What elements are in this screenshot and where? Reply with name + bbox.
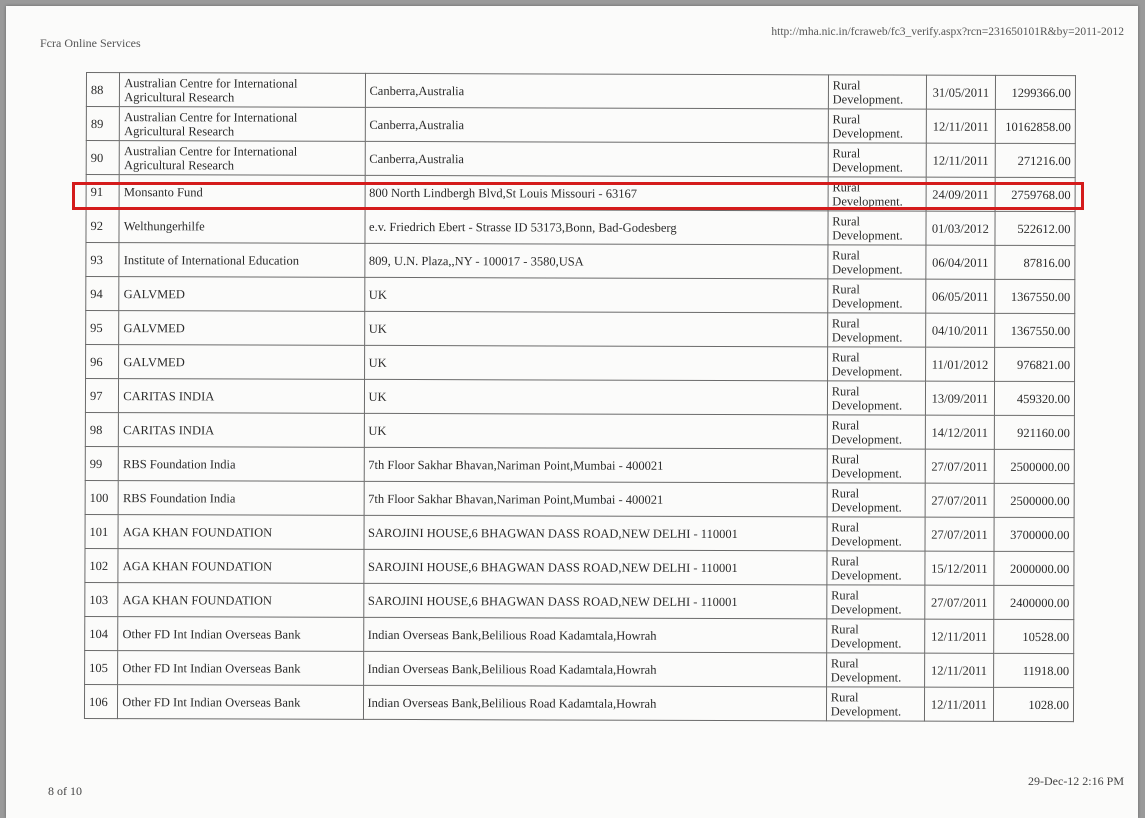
row-serial: 91 (86, 175, 119, 209)
grant-date: 01/03/2012 (926, 211, 996, 245)
page-number: 8 of 10 (48, 784, 82, 798)
grant-purpose: Rural Development. (827, 449, 925, 483)
donor-address: 809, U.N. Plaza,,NY - 100017 - 3580,USA (364, 243, 827, 278)
donor-name: GALVMED (119, 345, 364, 380)
donor-name: GALVMED (119, 311, 364, 346)
donor-address: 7th Floor Sakhar Bhavan,Nariman Point,Mumbai - 400021 (364, 481, 827, 516)
grant-purpose: Rural Development. (828, 245, 926, 279)
grant-date: 06/05/2011 (925, 279, 995, 313)
donor-name: CARITAS INDIA (119, 379, 364, 414)
row-serial: 104 (85, 616, 118, 650)
grant-amount: 1367550.00 (995, 279, 1075, 313)
grant-date: 11/01/2012 (925, 347, 995, 381)
table-row (85, 480, 1074, 517)
grant-date: 27/07/2011 (925, 449, 995, 483)
grant-purpose: Rural Development. (827, 381, 925, 415)
grant-date: 12/11/2011 (924, 687, 994, 721)
grant-date: 14/12/2011 (925, 415, 995, 449)
grant-date: 06/04/2011 (925, 245, 995, 279)
donor-name: Australian Centre for International Agricultural Research (120, 107, 365, 142)
donor-name: AGA KHAN FOUNDATION (118, 549, 363, 584)
grant-amount: 2400000.00 (994, 585, 1074, 619)
grant-purpose: Rural Development. (827, 347, 925, 381)
row-serial: 98 (85, 412, 118, 446)
table-row (85, 412, 1074, 449)
donor-name: GALVMED (119, 277, 364, 312)
page-header-url: http://mha.nic.in/fcraweb/fc3_verify.aspx?rcn=231650101R&by=2011-2012 (771, 26, 1124, 38)
grant-amount: 2759768.00 (995, 177, 1075, 211)
grant-date: 27/07/2011 (925, 483, 995, 517)
grant-date: 12/11/2011 (926, 143, 996, 177)
donor-address: SAROJINI HOUSE,6 BHAGWAN DASS ROAD,NEW DELHI - 110001 (364, 515, 827, 550)
donor-address: Canberra,Australia (365, 73, 828, 108)
donor-name: RBS Foundation India (118, 481, 363, 516)
table-row (86, 345, 1075, 382)
row-serial: 102 (85, 548, 118, 582)
grant-purpose: Rural Development. (828, 211, 926, 245)
table-row (86, 141, 1075, 178)
grant-purpose: Rural Development. (826, 687, 924, 721)
row-serial: 105 (85, 650, 118, 684)
donor-address: SAROJINI HOUSE,6 BHAGWAN DASS ROAD,NEW DELHI - 110001 (363, 549, 826, 584)
grant-date: 15/12/2011 (925, 551, 995, 585)
table-row (86, 311, 1075, 348)
table-row (86, 243, 1075, 280)
table-row (85, 548, 1074, 585)
donor-address: SAROJINI HOUSE,6 BHAGWAN DASS ROAD,NEW DELHI - 110001 (363, 583, 826, 618)
grant-amount: 3700000.00 (994, 517, 1074, 551)
grant-amount: 1367550.00 (995, 313, 1075, 347)
table-row (86, 175, 1075, 212)
table-row (85, 582, 1074, 619)
row-serial: 92 (86, 209, 119, 243)
grant-date: 27/07/2011 (924, 585, 994, 619)
table-row (86, 209, 1075, 246)
grant-amount: 522612.00 (995, 211, 1075, 245)
table-row (86, 107, 1075, 144)
donor-name: Other FD Int Indian Overseas Bank (118, 651, 363, 686)
grant-purpose: Rural Development. (827, 517, 925, 551)
grant-amount: 921160.00 (995, 415, 1075, 449)
grant-purpose: Rural Development. (828, 109, 926, 143)
row-serial: 88 (86, 73, 119, 107)
grant-date: 24/09/2011 (926, 177, 996, 211)
grant-purpose: Rural Development. (827, 585, 925, 619)
document-page (6, 6, 1138, 818)
donor-name: Institute of International Education (119, 243, 364, 278)
grant-purpose: Rural Development. (827, 313, 925, 347)
print-timestamp: 29-Dec-12 2:16 PM (1028, 774, 1124, 788)
grant-purpose: Rural Development. (828, 75, 926, 109)
grant-amount: 976821.00 (995, 347, 1075, 381)
grant-purpose: Rural Development. (827, 551, 925, 585)
donor-address: Indian Overseas Bank,Belilious Road Kadamtala,Howrah (363, 651, 826, 686)
table-row (86, 277, 1075, 314)
table-row (86, 73, 1075, 110)
table-row (85, 446, 1074, 483)
row-serial: 89 (86, 107, 119, 141)
grant-date: 12/11/2011 (926, 109, 996, 143)
donor-address: 800 North Lindbergh Blvd,St Louis Missouri - 63167 (365, 175, 828, 210)
grants-table-body (84, 73, 1075, 722)
row-serial: 106 (84, 684, 117, 718)
grant-amount: 2000000.00 (994, 551, 1074, 585)
donor-address: UK (364, 345, 827, 380)
grant-amount: 11918.00 (994, 653, 1074, 687)
row-serial: 93 (86, 243, 119, 277)
grant-purpose: Rural Development. (827, 279, 925, 313)
grant-purpose: Rural Development. (827, 415, 925, 449)
donor-name: CARITAS INDIA (119, 413, 364, 448)
table-row (84, 684, 1073, 721)
grant-amount: 1028.00 (994, 687, 1074, 721)
grant-amount: 1299366.00 (996, 75, 1076, 109)
donor-name: Monsanto Fund (119, 175, 364, 210)
row-serial: 101 (85, 514, 118, 548)
table-row (85, 514, 1074, 551)
donor-address: Indian Overseas Bank,Belilious Road Kadamtala,Howrah (363, 685, 826, 720)
grant-purpose: Rural Development. (828, 177, 926, 211)
donor-name: Welthungerhilfe (119, 209, 364, 244)
donor-address: Canberra,Australia (365, 107, 828, 142)
grant-amount: 271216.00 (995, 143, 1075, 177)
row-serial: 95 (86, 311, 119, 345)
row-serial: 99 (85, 446, 118, 480)
grant-amount: 2500000.00 (994, 483, 1074, 517)
donor-name: Australian Centre for International Agricultural Research (119, 141, 364, 176)
donor-address: Canberra,Australia (365, 141, 828, 176)
donor-address: e.v. Friedrich Ebert - Strasse ID 53173,Bonn, Bad-Godesberg (364, 209, 827, 244)
grant-purpose: Rural Development. (826, 619, 924, 653)
grants-table (84, 72, 1076, 722)
grant-purpose: Rural Development. (826, 653, 924, 687)
page-header-title: Fcra Online Services (40, 36, 141, 50)
donor-address: UK (364, 413, 827, 448)
grant-date: 04/10/2011 (925, 313, 995, 347)
row-serial: 96 (86, 345, 119, 379)
row-serial: 97 (85, 379, 118, 413)
donor-name: Other FD Int Indian Overseas Bank (118, 617, 363, 652)
grant-date: 12/11/2011 (924, 619, 994, 653)
row-serial: 94 (86, 277, 119, 311)
table-row (85, 616, 1074, 653)
donor-name: AGA KHAN FOUNDATION (118, 583, 363, 618)
grant-amount: 10162858.00 (996, 109, 1076, 143)
donor-name: Other FD Int Indian Overseas Bank (118, 685, 363, 720)
row-serial: 100 (85, 480, 118, 514)
donor-address: Indian Overseas Bank,Belilious Road Kadamtala,Howrah (363, 617, 826, 652)
donor-address: UK (364, 311, 827, 346)
table-row (85, 379, 1074, 416)
grant-purpose: Rural Development. (827, 483, 925, 517)
grant-amount: 459320.00 (995, 381, 1075, 415)
table-row (85, 650, 1074, 687)
grant-date: 27/07/2011 (925, 517, 995, 551)
grant-purpose: Rural Development. (828, 143, 926, 177)
grant-date: 31/05/2011 (926, 75, 996, 109)
donor-address: UK (364, 277, 827, 312)
donor-name: Australian Centre for International Agricultural Research (120, 73, 365, 108)
grant-date: 13/09/2011 (925, 381, 995, 415)
grant-amount: 10528.00 (994, 619, 1074, 653)
donor-name: RBS Foundation India (119, 447, 364, 482)
row-serial: 103 (85, 582, 118, 616)
donor-address: UK (364, 379, 827, 414)
donor-address: 7th Floor Sakhar Bhavan,Nariman Point,Mumbai - 400021 (364, 447, 827, 482)
grant-date: 12/11/2011 (924, 653, 994, 687)
grant-amount: 87816.00 (995, 245, 1075, 279)
row-serial: 90 (86, 141, 119, 175)
grant-amount: 2500000.00 (994, 449, 1074, 483)
donor-name: AGA KHAN FOUNDATION (118, 515, 363, 550)
